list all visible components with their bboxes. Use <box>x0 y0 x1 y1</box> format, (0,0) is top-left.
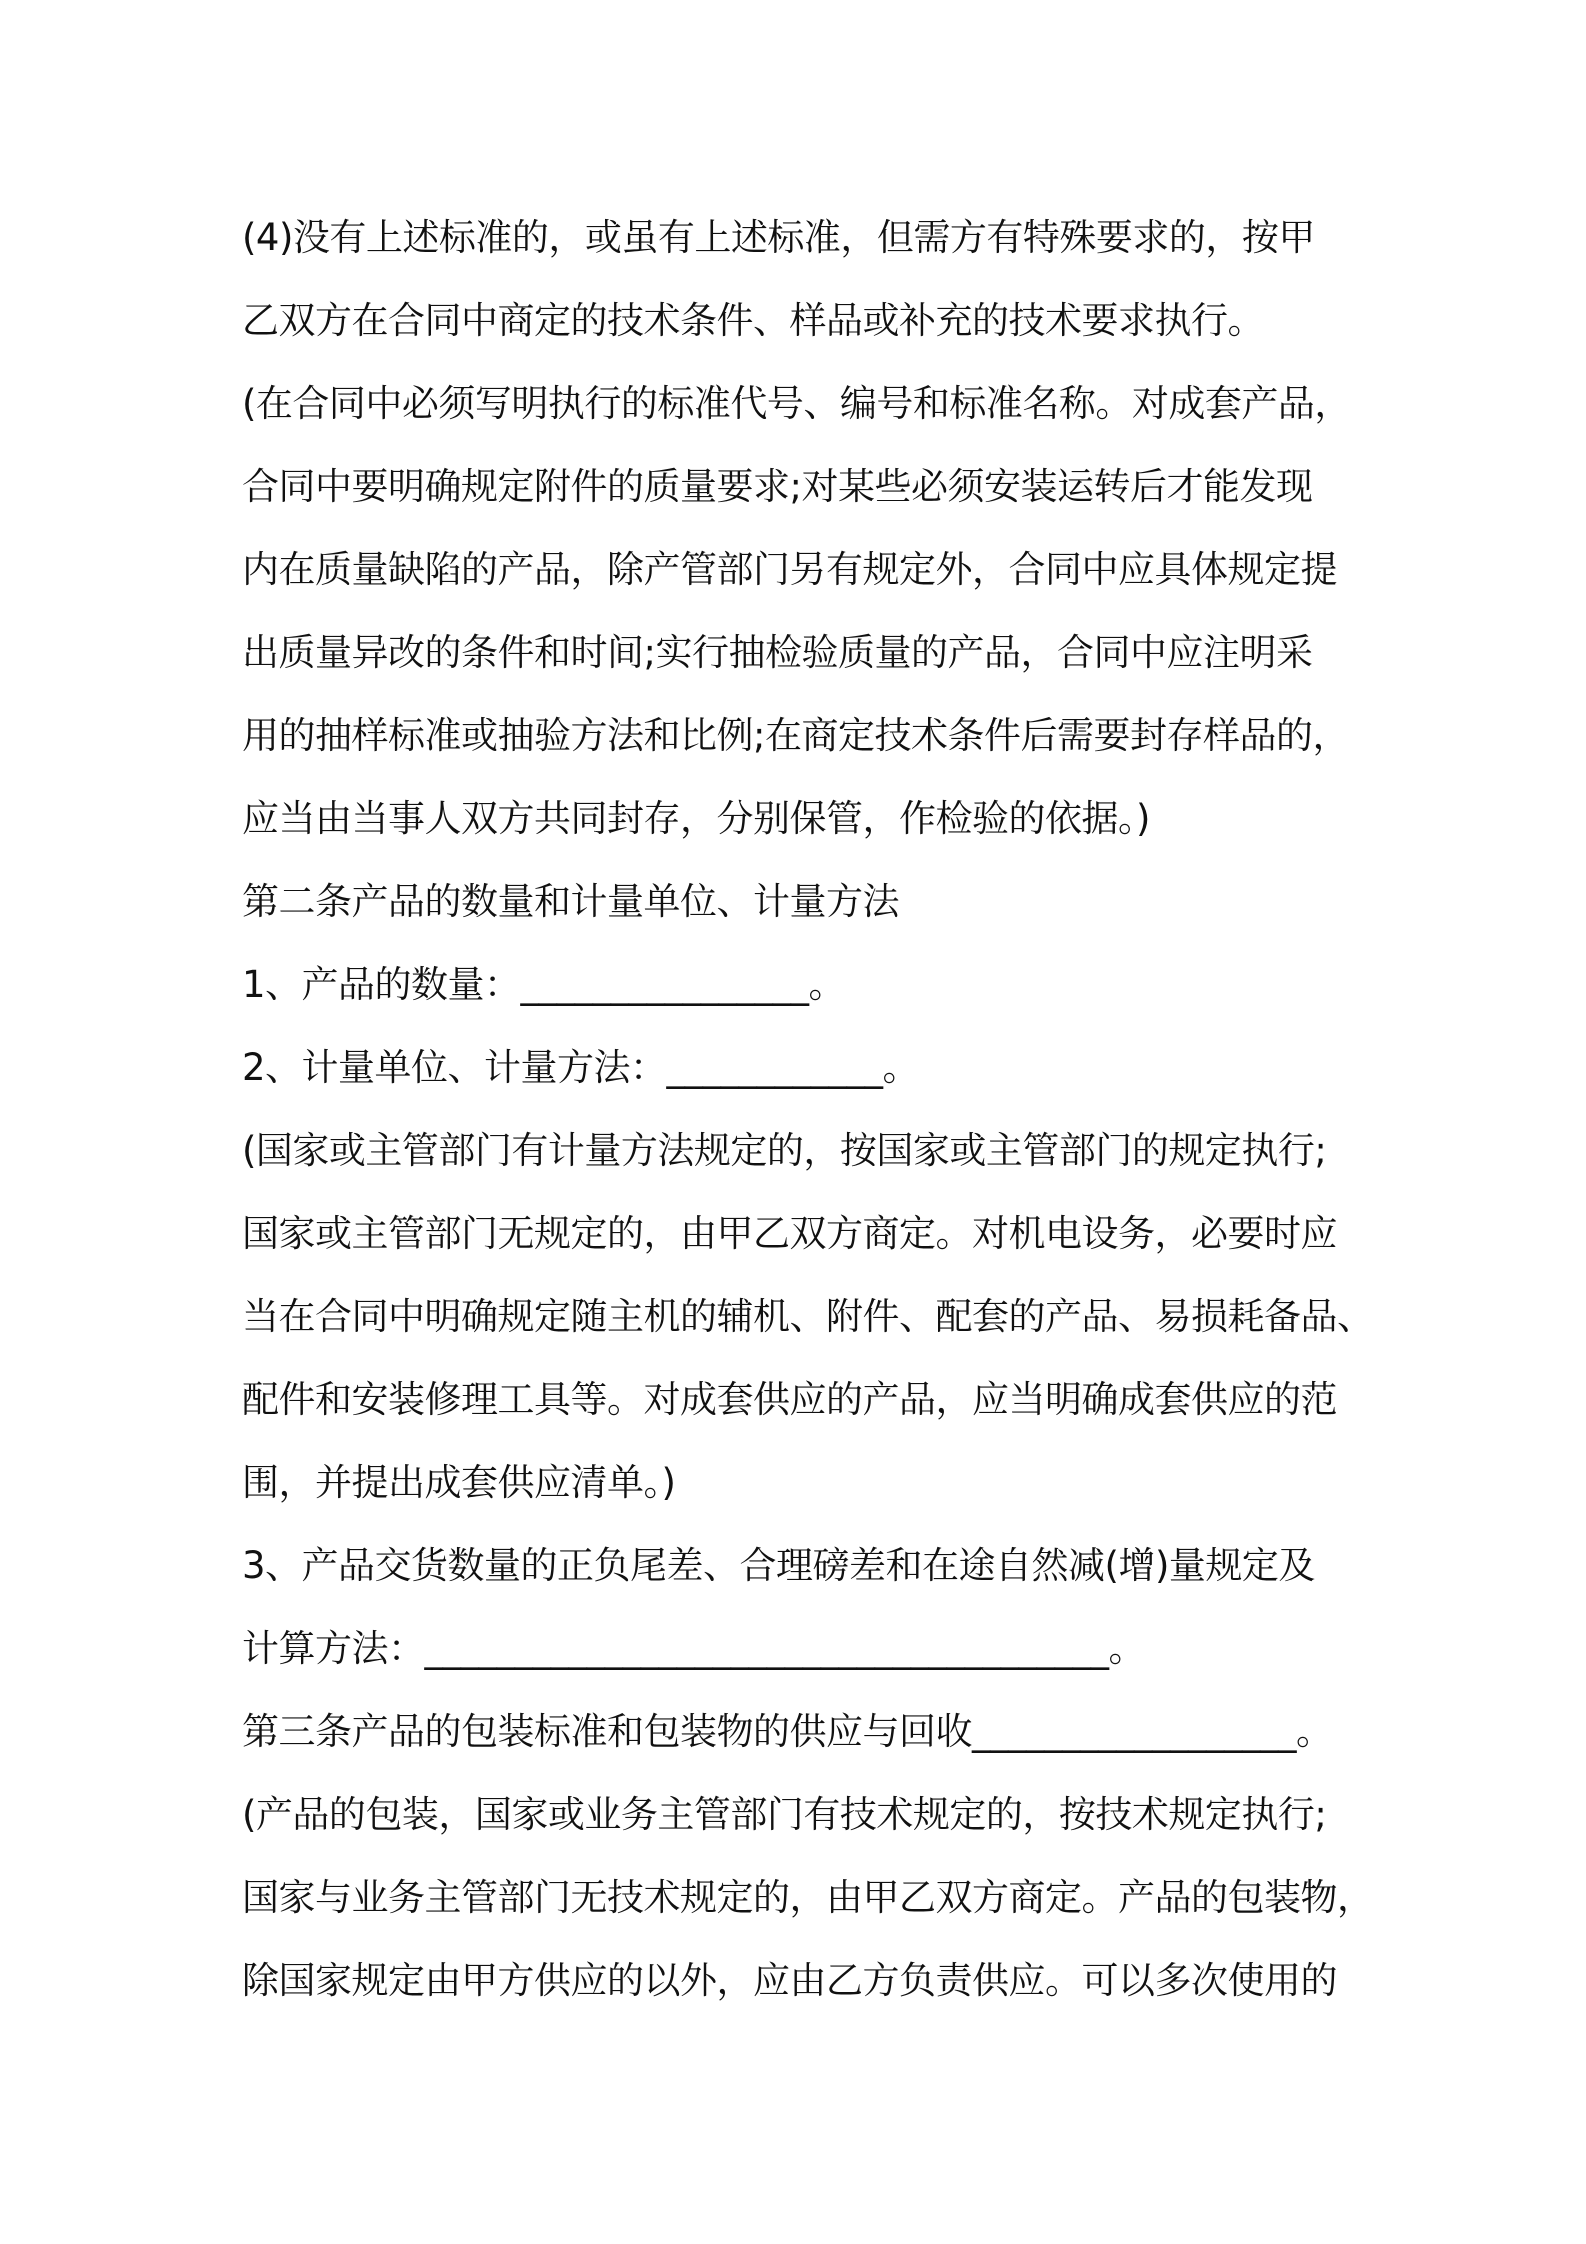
text-line: 用的抽样标准或抽验方法和比例;在商定技术条件后需要封存样品的， <box>242 714 1349 757</box>
text-line: 2、计量单位、计量方法：____________。 <box>242 1046 920 1089</box>
text-line: 乙双方在合同中商定的技术条件、样品或补充的技术要求执行。 <box>242 299 1264 342</box>
section-heading: 第三条产品的包装标准和包装物的供应与回收__________________。 <box>242 1710 1333 1753</box>
text-line: 出质量异改的条件和时间;实行抽检验质量的产品，合同中应注明采 <box>242 631 1313 674</box>
text-line: (产品的包装，国家或业务主管部门有技术规定的，按技术规定执行; <box>242 1793 1327 1836</box>
text-line: (在合同中必须写明执行的标准代号、编号和标准名称。对成套产品， <box>242 382 1351 425</box>
text-line: 1、产品的数量：________________。 <box>242 963 846 1006</box>
text-line: 围，并提出成套供应清单。) <box>242 1461 676 1504</box>
section-heading: 第二条产品的数量和计量单位、计量方法 <box>242 880 899 923</box>
text-line: 当在合同中明确规定随主机的辅机、附件、配套的产品、易损耗备品、 <box>242 1295 1374 1338</box>
text-line: (4)没有上述标准的，或虽有上述标准，但需方有特殊要求的，按甲 <box>242 216 1315 259</box>
text-line: 除国家规定由甲方供应的以外，应由乙方负责供应。可以多次使用的 <box>242 1959 1337 2002</box>
text-line: 3、产品交货数量的正负尾差、合理磅差和在途自然减(增)量规定及 <box>242 1544 1315 1587</box>
text-line: 配件和安装修理工具等。对成套供应的产品，应当明确成套供应的范 <box>242 1378 1337 1421</box>
text-line: 合同中要明确规定附件的质量要求;对某些必须安装运转后才能发现 <box>242 465 1313 508</box>
text-line: 国家或主管部门无规定的，由甲乙双方商定。对机电设务，必要时应 <box>242 1212 1337 1255</box>
text-line: 内在质量缺陷的产品，除产管部门另有规定外，合同中应具体规定提 <box>242 548 1337 591</box>
contract-text <box>242 196 1374 2022</box>
text-line: 计算方法：______________________________________。 <box>242 1627 1145 1670</box>
text-line: 应当由当事人双方共同封存，分别保管，作检验的依据。) <box>242 797 1150 840</box>
text-line: 国家与业务主管部门无技术规定的，由甲乙双方商定。产品的包装物， <box>242 1876 1374 1919</box>
text-line: (国家或主管部门有计量方法规定的，按国家或主管部门的规定执行; <box>242 1129 1327 1172</box>
